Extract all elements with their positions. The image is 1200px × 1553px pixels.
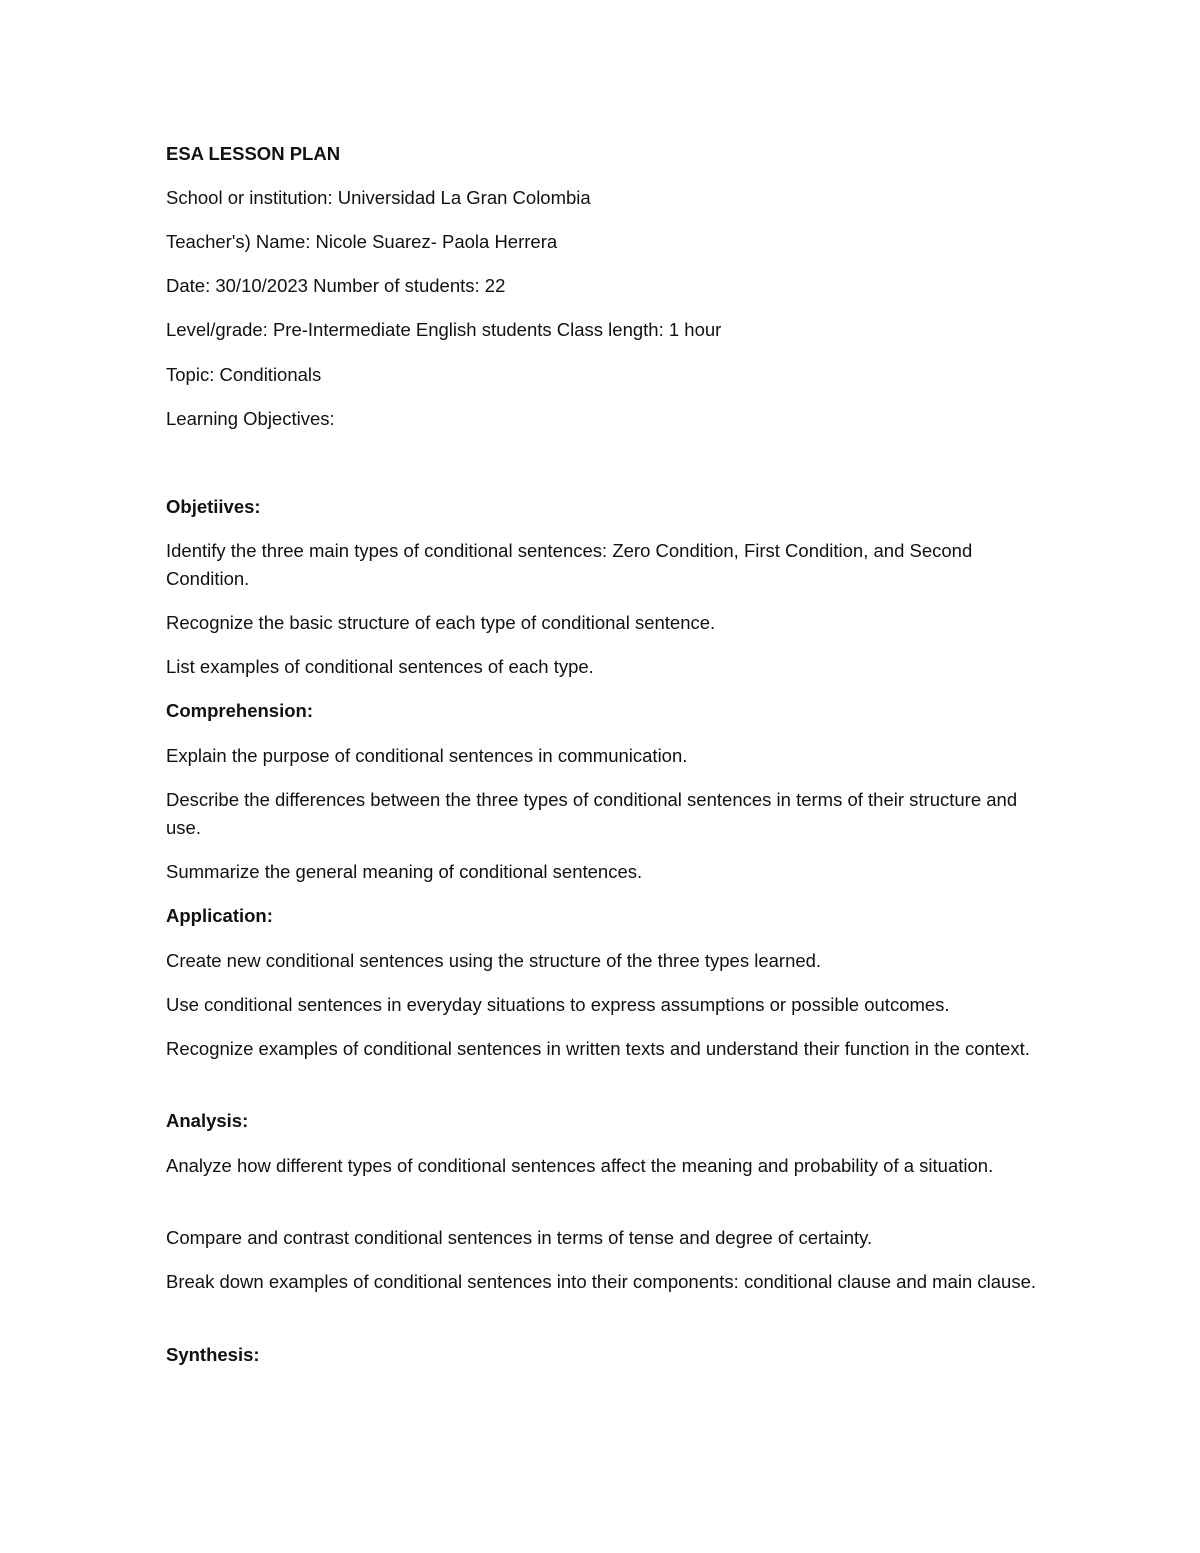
application-item: Recognize examples of conditional sentences in written texts and understand their function in the context.	[166, 1038, 1030, 1059]
application-item: Use conditional sentences in everyday situations to express assumptions or possible outcomes.	[166, 994, 950, 1015]
application-heading: Application:	[166, 905, 273, 926]
analysis-item: Analyze how different types of conditional sentences affect the meaning and probability of a situation.	[166, 1155, 994, 1176]
objectives-item: Recognize the basic structure of each type of conditional sentence.	[166, 612, 716, 633]
analysis-item: Break down examples of conditional sentences into their components: conditional clause and main clause.	[166, 1271, 1037, 1292]
learning-objectives-label: Learning Objectives:	[166, 408, 335, 429]
analysis-heading: Analysis:	[166, 1110, 249, 1131]
school-line: School or institution: Universidad La Gran Colombia	[166, 187, 591, 208]
comprehension-item: Describe the differences between the three types of conditional sentences in terms of their structure and use.	[166, 789, 1018, 838]
comprehension-heading: Comprehension:	[166, 700, 313, 721]
comprehension-item: Explain the purpose of conditional sentences in communication.	[166, 745, 688, 766]
objectives-item: List examples of conditional sentences of each type.	[166, 656, 594, 677]
document-title: ESA LESSON PLAN	[166, 143, 341, 164]
analysis-item: Compare and contrast conditional sentences in terms of tense and degree of certainty.	[166, 1227, 873, 1248]
date-line: Date: 30/10/2023 Number of students: 22	[166, 275, 506, 296]
objectives-heading: Objetiives:	[166, 496, 261, 517]
objectives-item: Identify the three main types of conditional sentences: Zero Condition, First Condition, and Second Condition.	[166, 540, 973, 589]
teachers-line: Teacher's) Name: Nicole Suarez- Paola Herrera	[166, 231, 558, 252]
comprehension-item: Summarize the general meaning of conditional sentences.	[166, 861, 643, 882]
topic-line: Topic: Conditionals	[166, 364, 322, 385]
level-line: Level/grade: Pre-Intermediate English students Class length: 1 hour	[166, 319, 722, 340]
application-item: Create new conditional sentences using the structure of the three types learned.	[166, 950, 822, 971]
synthesis-heading: Synthesis:	[166, 1344, 260, 1365]
